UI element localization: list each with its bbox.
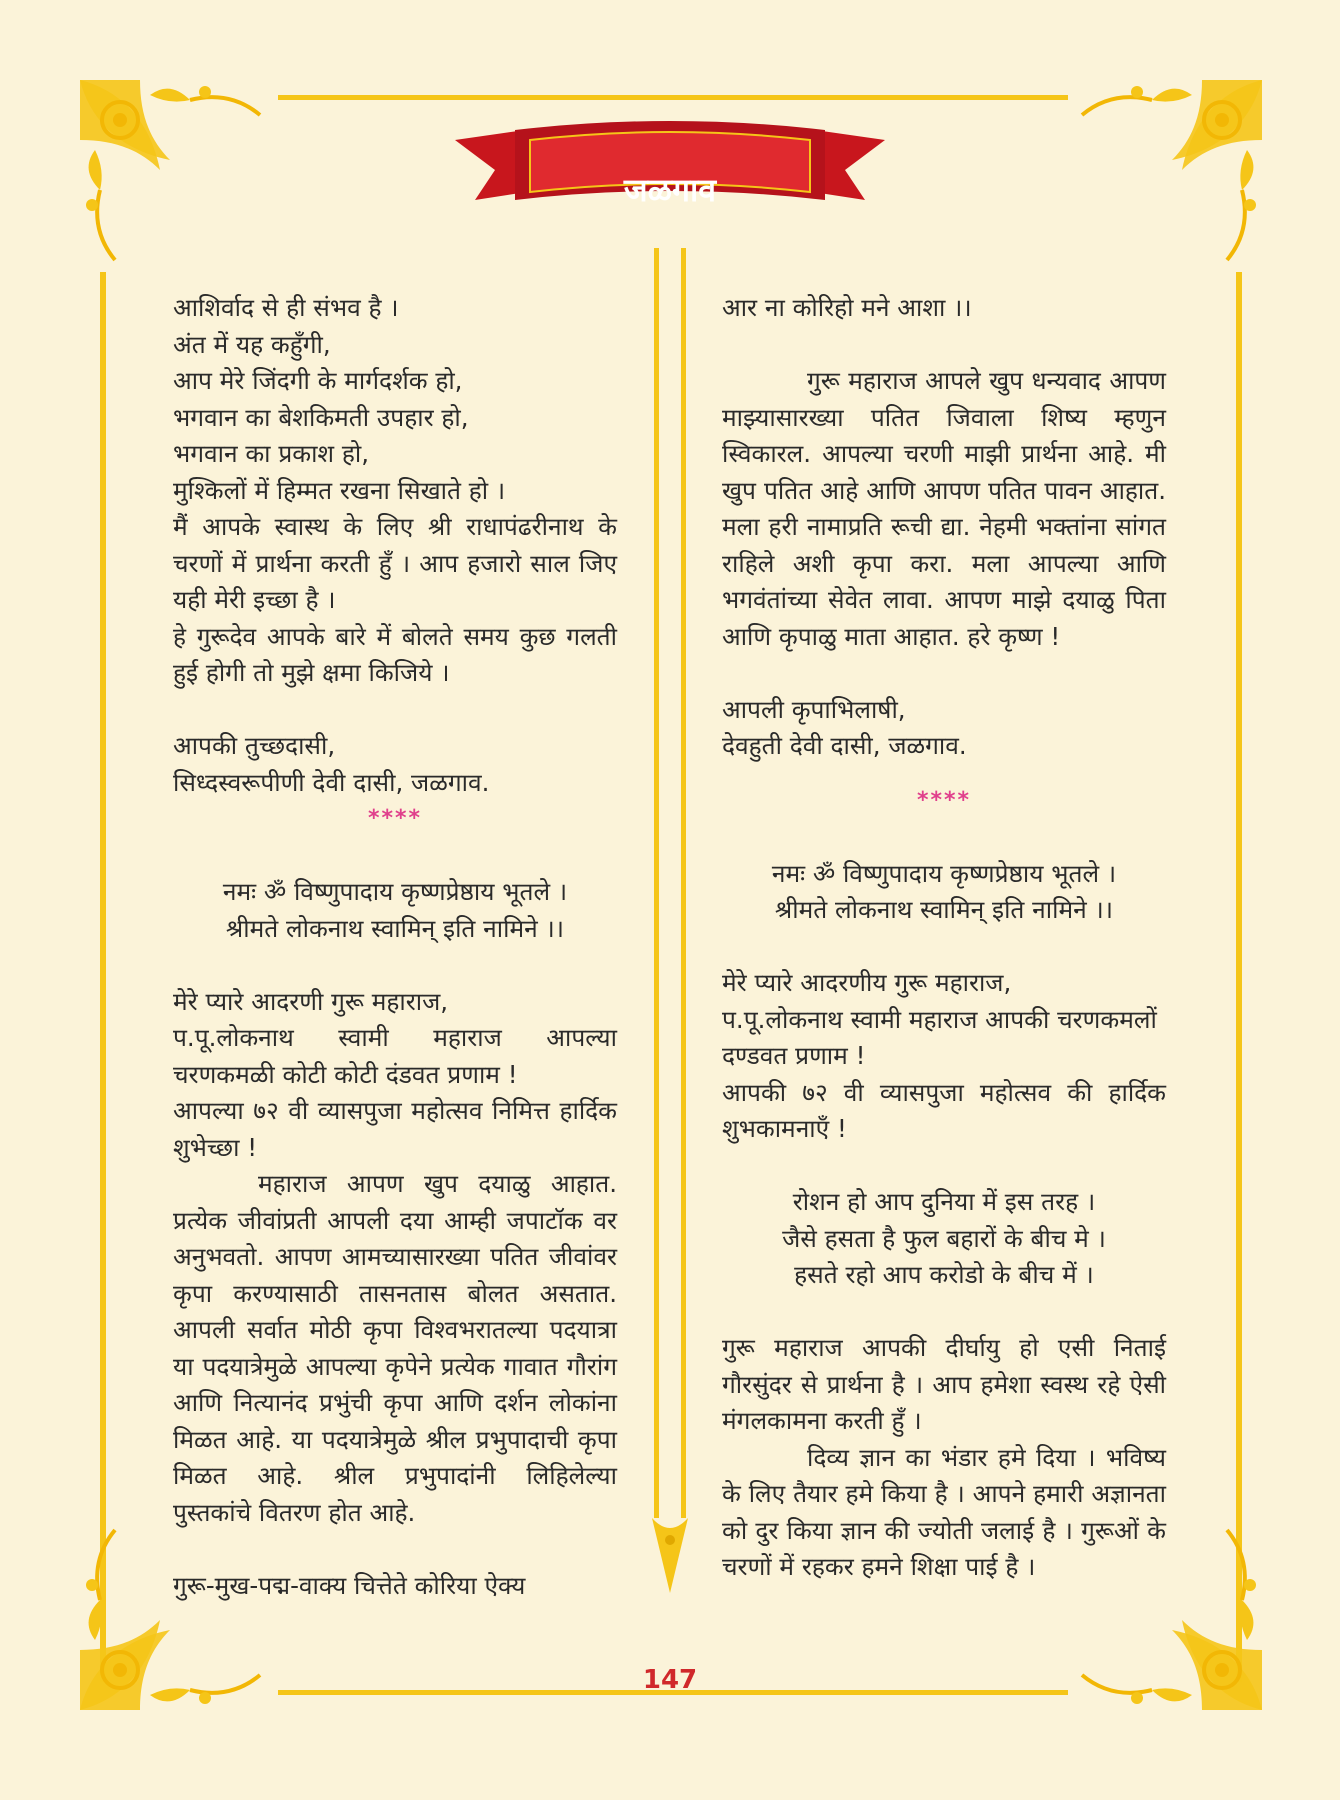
mantra-line: नमः ॐ विष्णुपादाय कृष्णप्रेष्ठाय भूतले ।	[222, 877, 568, 906]
text-line: गुरू महाराज आपकी दीर्घायु हो एसी निताई	[722, 1333, 1166, 1362]
text-line: मैं आपके स्वास्थ के लिए श्री राधापंढरीनाथ के	[173, 512, 617, 541]
text-line: आर ना कोरिहो मने आशा ।।	[722, 293, 972, 322]
text-line: आपल्या ७२ वी व्यासपुजा महोत्सव निमित्त हार्दिक	[173, 1096, 617, 1125]
text-line: भगवान का प्रकाश हो,	[173, 439, 370, 468]
text-line: दण्डवत प्रणाम !	[722, 1041, 866, 1070]
text-line: भगवान का बेशकिमती उपहार हो,	[173, 402, 469, 432]
text-line: दिव्य ज्ञान का भंडार हमे दिया । भविष्य	[807, 1442, 1166, 1472]
text-line: आशिर्वाद से ही संभव है ।	[173, 293, 399, 322]
page-number: 147	[642, 1665, 698, 1695]
text-line: चरणों में रहकर हमने शिक्षा पाई है ।	[722, 1552, 1036, 1581]
text-line: को दुर किया ज्ञान की ज्योती जलाई है । गुरूओं के	[722, 1515, 1166, 1545]
text-line: शुभकामनाएँ !	[722, 1114, 847, 1143]
text-line: या पदयात्रेमुळे आपल्या कृपेने प्रत्येक गावात गौरांग	[173, 1351, 617, 1381]
poem-line: रोशन हो आप दुनिया में इस तरह ।	[792, 1187, 1096, 1216]
poem-line: हसते रहो आप करोडो के बीच में ।	[794, 1260, 1094, 1289]
text-line: आपली सर्वात मोठी कृपा विश्वभरातल्या पदयात्रा	[173, 1315, 617, 1344]
text-line: प्रत्येक जीवांप्रती आपली दया आम्ही जपाटॉक वर	[173, 1205, 617, 1235]
text-line: अनुभवतो. आपण आमच्यासारख्या पतित जीवांवर	[173, 1242, 617, 1271]
text-line: शुभेच्छा !	[173, 1132, 258, 1162]
text-line: यही मेरी इच्छा है ।	[173, 585, 336, 614]
text-line: हे गुरूदेव आपके बारे में बोलते समय कुछ गलती	[173, 621, 617, 651]
poem-line: जैसे हसता है फुल बहारों के बीच मे ।	[782, 1223, 1106, 1253]
text-line: चरणकमळी कोटी कोटी दंडवत प्रणाम !	[173, 1059, 518, 1089]
text-line: आणि कृपाळु माता आहात. हरे कृष्ण !	[722, 621, 1061, 651]
text-line: राहिले अशी कृपा करा. मला आपल्या आणि	[722, 548, 1166, 578]
mantra-line: श्रीमते लोकनाथ स्वामिन् इति नामिने ।।	[774, 895, 1114, 924]
text-line: गौरसुंदर से प्रार्थना है । आप हमेशा स्वस्थ रहे ऐसी	[722, 1369, 1166, 1399]
text-line: महाराज आपण खुप दयाळु आहात.	[258, 1169, 617, 1198]
text-line: हुई होगी तो मुझे क्षमा किजिये ।	[173, 658, 450, 687]
text-line: मिळत आहे. श्रील प्रभुपादांनी लिहिलेल्या	[173, 1461, 617, 1490]
page-title: जळगाव	[623, 171, 717, 209]
mantra-line: श्रीमते लोकनाथ स्वामिन् इति नामिने ।।	[225, 913, 565, 943]
mantra-line: नमः ॐ विष्णुपादाय कृष्णप्रेष्ठाय भूतले ।	[771, 858, 1117, 888]
signoff-line: देवहुती देवी दासी, जळगाव.	[722, 731, 967, 760]
text-line: आणि नित्यानंद प्रभुंची कृपा आणि दर्शन लोकांना	[173, 1388, 617, 1417]
section-separator: ****	[367, 806, 423, 831]
signoff-line: सिध्दस्वरूपीणी देवी दासी, जळगाव.	[173, 767, 490, 797]
text-line: मला हरी नामाप्रति रूची द्या. नेहमी भक्तांना सांगत	[722, 512, 1166, 541]
text-line: भगवंतांच्या सेवेत लावा. आपण माझे दयाळु पिता	[722, 585, 1166, 614]
text-line: आप मेरे जिंदगी के मार्गदर्शक हो,	[173, 366, 463, 395]
text-line: मेरे प्यारे आदरणी गुरू महाराज,	[173, 986, 449, 1016]
text-line: मंगलकामना करती हुँ ।	[722, 1406, 922, 1435]
text-line: गुरू-मुख-पद्म-वाक्य चित्तेते कोरिया ऐक्य	[173, 1570, 526, 1600]
text-line: के लिए तैयार हमे किया है । आपने हमारी अज्ञानता	[722, 1479, 1166, 1508]
text-line: गुरू महाराज आपले खुप धन्यवाद आपण	[807, 366, 1166, 395]
text-line: मिळत आहे. या पदयात्रेमुळे श्रील प्रभुपादाची कृपा	[173, 1424, 617, 1454]
signoff-line: आपली कृपाभिलाषी,	[722, 694, 906, 724]
text-line: प.पू.लोकनाथ स्वामी महाराज आपकी चरणकमलों	[722, 1004, 1157, 1034]
text-line: माझ्यासारख्या पतित जिवाला शिष्य म्हणुन	[722, 402, 1166, 432]
text-line: आपकी ७२ वी व्यासपुजा महोत्सव की हार्दिक	[722, 1077, 1166, 1107]
text-line: अंत में यह कहुँगी,	[173, 329, 331, 359]
left-column	[173, 290, 617, 1604]
text-line: कृपा करण्यासाठी तासनतास बोलत असतात.	[173, 1278, 617, 1308]
right-column	[722, 290, 1166, 1586]
text-line: पुस्तकांचे वितरण होत आहे.	[173, 1497, 416, 1527]
section-separator: ****	[916, 787, 972, 813]
signoff-line: आपकी तुच्छदासी,	[173, 731, 336, 760]
text-line: मुश्किलों में हिम्मत रखना सिखाते हो ।	[173, 475, 506, 505]
text-line: प.पू.लोकनाथ स्वामी महाराज आपल्या	[173, 1023, 617, 1052]
text-line: मेरे प्यारे आदरणीय गुरू महाराज,	[722, 968, 1012, 997]
column-divider	[640, 248, 700, 1593]
text-line: खुप पतित आहे आणि आपण पतित पावन आहात.	[722, 475, 1166, 505]
text-line: चरणों में प्रार्थना करती हुँ । आप हजारो साल जिए	[173, 548, 617, 578]
text-line: स्विकारल. आपल्या चरणी माझी प्रार्थना आहे. मी	[722, 439, 1166, 468]
